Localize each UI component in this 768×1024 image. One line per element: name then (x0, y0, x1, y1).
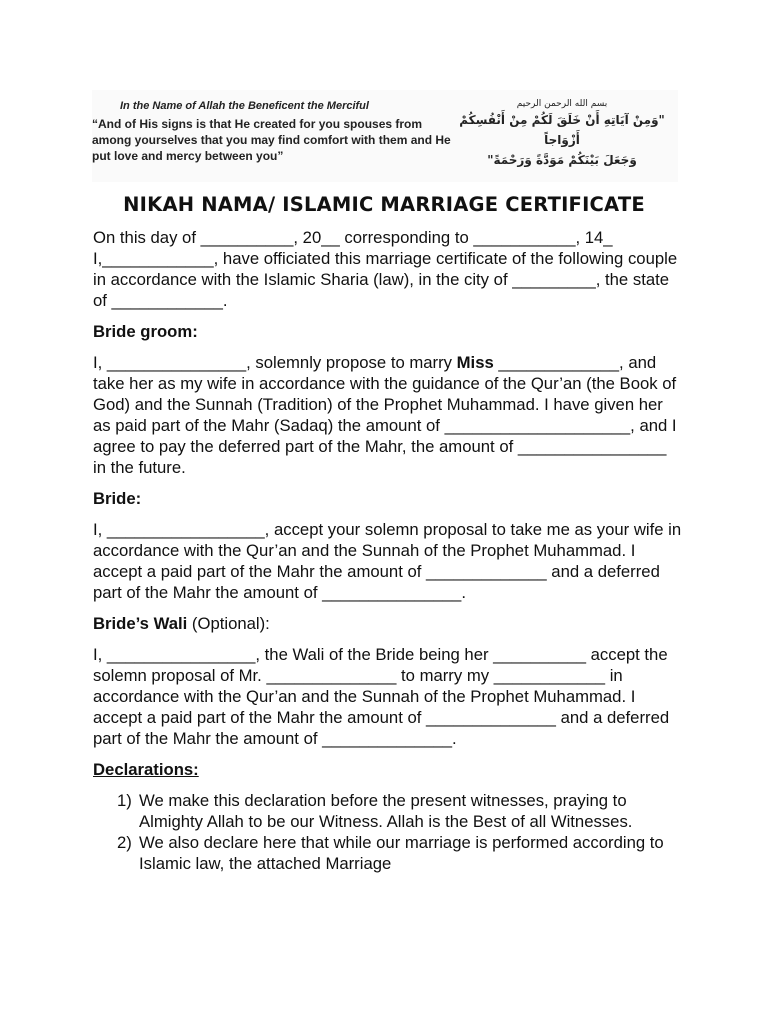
wali-heading (93, 613, 683, 634)
groom-paragraph (93, 352, 683, 478)
wali-heading-label: Bride’s Wali (93, 614, 188, 633)
basmala-english: In the Name of Allah the Beneficent the Merciful (120, 100, 369, 112)
basmala-arabic: بسم الله الرحمن الرحيم (516, 99, 608, 109)
wali-optional-label: (Optional): (187, 614, 270, 633)
groom-text-after: _____________, and take her as my wife in accordance with the guidance of the Qur’an (the Book of God) and the Sunnah (Tradition) of the Prophet Muhammad. I have given her as paid part of the Mahr (Sadaq) the amount of ____________________, and I agree to pay the deferred part of the Mahr, the amount of ________________ in the future. (93, 353, 677, 477)
declaration-text: We also declare here that while our marriage is performed according to Islamic law, the attached Marriage (139, 833, 664, 873)
bride-heading: Bride: (93, 489, 142, 508)
certificate-body (93, 227, 683, 874)
groom-text-before: I, _______________, solemnly propose to marry (93, 353, 457, 372)
declaration-text: We make this declaration before the present witnesses, praying to Almighty Allah to be our Witness. Allah is the Best of all Witnesses. (139, 791, 633, 831)
quran-verse-banner (92, 90, 678, 182)
verse-translation: “And of His signs is that He created for you spouses from among yourselves that you may find comfort with them and He put love and mercy between you” (92, 117, 451, 163)
declarations-list (93, 790, 683, 874)
intro-paragraph: On this day of __________, 20__ corresponding to ___________, 14_ I,____________, have officiated this marriage certificate of the following couple in accordance with the Islamic Sharia (law), in the city of _________, the state of ____________. (93, 228, 678, 310)
declaration-number: 1) (117, 791, 132, 810)
groom-miss-label: Miss (456, 353, 494, 372)
groom-heading: Bride groom: (93, 322, 198, 341)
declaration-number: 2) (117, 833, 132, 852)
declarations-heading: Declarations: (93, 760, 199, 779)
declaration-item (93, 790, 683, 832)
bride-paragraph: I, _________________, accept your solemn proposal to take me as your wife in accordance with the Qur’an and the Sunnah of the Prophet Muhammad. I accept a paid part of the Mahr the amount of _____________ and a deferred part of the Mahr the amount of _______________. (93, 520, 682, 602)
wali-paragraph: I, ________________, the Wali of the Bride being her __________ accept the solemn proposal of Mr. ______________ to marry my ____________ in accordance with the Qur’an and the Sunnah of the Prophet Muhammad. I accept a paid part of the Mahr the amount of ______________ and a deferred part of the Mahr the amount of ______________. (93, 645, 670, 748)
page-title: NIKAH NAMA/ ISLAMIC MARRIAGE CERTIFICATE (123, 193, 645, 216)
verse-arabic (452, 98, 672, 170)
ayah-line-1: "وَمِنْ آيَاتِهِ أَنْ خَلَقَ لَكُمْ مِنْ أَنْفُسِكُمْ أَزْوَاجاً (459, 113, 665, 147)
verse-english (92, 98, 452, 164)
ayah-line-2: وَجَعَلَ بَيْنَكُمْ مَوَدَّةً وَرَحْمَةً" (487, 153, 637, 167)
declaration-item (93, 832, 683, 874)
